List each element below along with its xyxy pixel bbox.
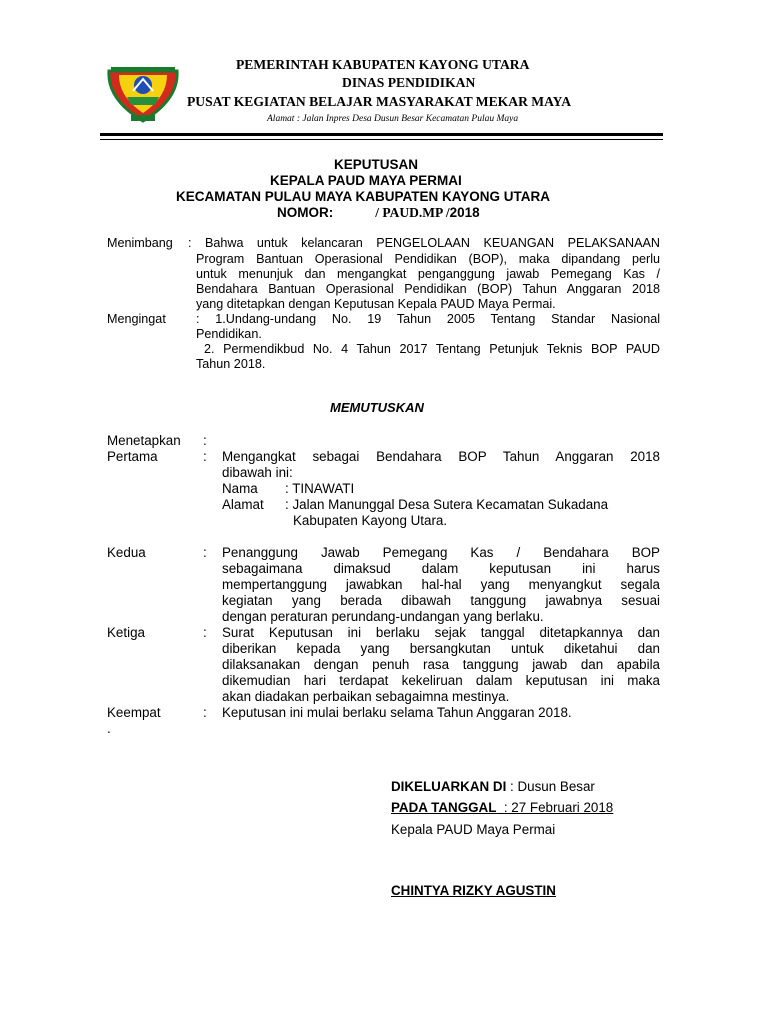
pertama-colon: :	[203, 449, 207, 464]
alamat-label: Alamat	[222, 497, 264, 512]
issued-at-value: : Dusun Besar	[506, 779, 595, 794]
letterhead-department: DINAS PENDIDIKAN	[342, 75, 476, 90]
letterhead-divider-thin	[100, 139, 663, 140]
pertama-line: Mengangkat sebagai Bendahara BOP Tahun Anggaran 2018	[222, 449, 660, 464]
ketiga-colon: :	[203, 625, 207, 640]
issued-date-value: : 27 Februari 2018	[496, 800, 614, 815]
menetapkan-label: Menetapkan	[107, 433, 181, 448]
mengingat-line: : 1.Undang-undang No. 19 Tahun 2005 Tentang Standar Nasional	[196, 312, 660, 326]
kedua-line: dengan peraturan perundang-undangan yang berlaku.	[222, 609, 544, 624]
alamat-value-cont: Kabupaten Kayong Utara.	[293, 513, 448, 528]
kedua-line: mempertanggung jawabkan hal-hal yang menyangkut segala	[222, 577, 660, 592]
menetapkan-colon: :	[203, 433, 207, 448]
menimbang-line: untuk menunjuk dan mengangkat penganggung jawab Pemegang Kas /	[196, 267, 660, 281]
alamat-value: : Jalan Manunggal Desa Sutera Kecamatan Sukadana	[285, 497, 609, 512]
kedua-line: kegiatan yang berada dibawah tanggung jawabnya sesuai	[222, 593, 660, 608]
letterhead-institution: PUSAT KEGIATAN BELAJAR MASYARAKAT MEKAR MAYA	[187, 94, 572, 109]
signer-position: Kepala PAUD Maya Permai	[391, 822, 556, 837]
decree-number-year: 2018	[449, 205, 480, 220]
decree-title: KEPUTUSAN	[334, 157, 419, 172]
decree-number-code: / PAUD.MP /	[375, 205, 450, 220]
ketiga-line: dikemudian hari terdapat kekeliruan dalam keputusan ini maka	[222, 673, 660, 688]
menimbang-line: Bendahara Bantuan Operasional Pendidikan (BOP) Tahun Anggaran 2018	[196, 282, 660, 296]
ketiga-line: dilaksanakan dengan penuh rasa tanggung jawab dan apabila	[222, 657, 660, 672]
decree-number-label: NOMOR:	[277, 205, 334, 220]
stray-dot: .	[107, 721, 111, 736]
letterhead-government: PEMERINTAH KABUPATEN KAYONG UTARA	[236, 57, 530, 72]
ketiga-label: Ketiga	[107, 625, 145, 640]
ketiga-line: Surat Keputusan ini berlaku sejak tanggal ditetapkannya dan	[222, 625, 660, 640]
keempat-text: Keputusan ini mulai berlaku selama Tahun Anggaran 2018.	[222, 705, 572, 720]
mengingat-label: Mengingat	[107, 312, 166, 326]
letterhead-divider	[100, 133, 663, 136]
issued-at	[391, 779, 595, 794]
menimbang-line: Program Bantuan Operasional Pendidikan (BOP), maka dipandang perlu	[196, 252, 660, 266]
mengingat-line: Tahun 2018.	[196, 357, 266, 371]
letterhead-address: Alamat : Jalan Inpres Desa Dusun Besar Kecamatan Pulau Maya	[267, 114, 519, 124]
nama-value: : TINAWATI	[285, 481, 355, 496]
keempat-colon: :	[203, 705, 207, 720]
menimbang-line: : Bahwa untuk kelancaran PENGELOLAAN KEUANGAN PELAKSANAAN	[188, 236, 660, 250]
memutuskan-heading: MEMUTUSKAN	[330, 400, 424, 415]
decree-number	[277, 205, 480, 221]
regency-emblem-icon	[103, 57, 183, 125]
issued-at-label: DIKELUARKAN DI	[391, 779, 507, 794]
kedua-line: sebagaimana dimaksud dalam keputusan ini harus	[222, 561, 660, 576]
issued-date	[391, 800, 613, 815]
decree-region: KECAMATAN PULAU MAYA KABUPATEN KAYONG UTARA	[176, 189, 551, 204]
issued-date-label: PADA TANGGAL	[391, 800, 497, 815]
keempat-label: Keempat	[107, 705, 161, 720]
signer-name: CHINTYA RIZKY AGUSTIN	[391, 883, 556, 898]
kedua-label: Kedua	[107, 545, 146, 560]
kedua-line: Penanggung Jawab Pemegang Kas / Bendahara BOP	[222, 545, 660, 560]
menimbang-line: yang ditetapkan dengan Keputusan Kepala PAUD Maya Permai.	[196, 297, 556, 311]
ketiga-line: akan diadakan perbaikan sebagaimna mestinya.	[222, 689, 510, 704]
nama-label: Nama	[222, 481, 258, 496]
kedua-colon: :	[203, 545, 207, 560]
pertama-line: dibawah ini:	[222, 465, 293, 480]
menimbang-label: Menimbang	[107, 236, 173, 250]
pertama-label: Pertama	[107, 449, 158, 464]
mengingat-line: 2. Permendikbud No. 4 Tahun 2017 Tentang Petunjuk Teknis BOP PAUD	[204, 342, 660, 356]
decree-issuer: KEPALA PAUD MAYA PERMAI	[270, 173, 462, 188]
mengingat-line: Pendidikan.	[196, 327, 262, 341]
ketiga-line: diberikan kepada yang bersangkutan untuk diketahui dan	[222, 641, 660, 656]
